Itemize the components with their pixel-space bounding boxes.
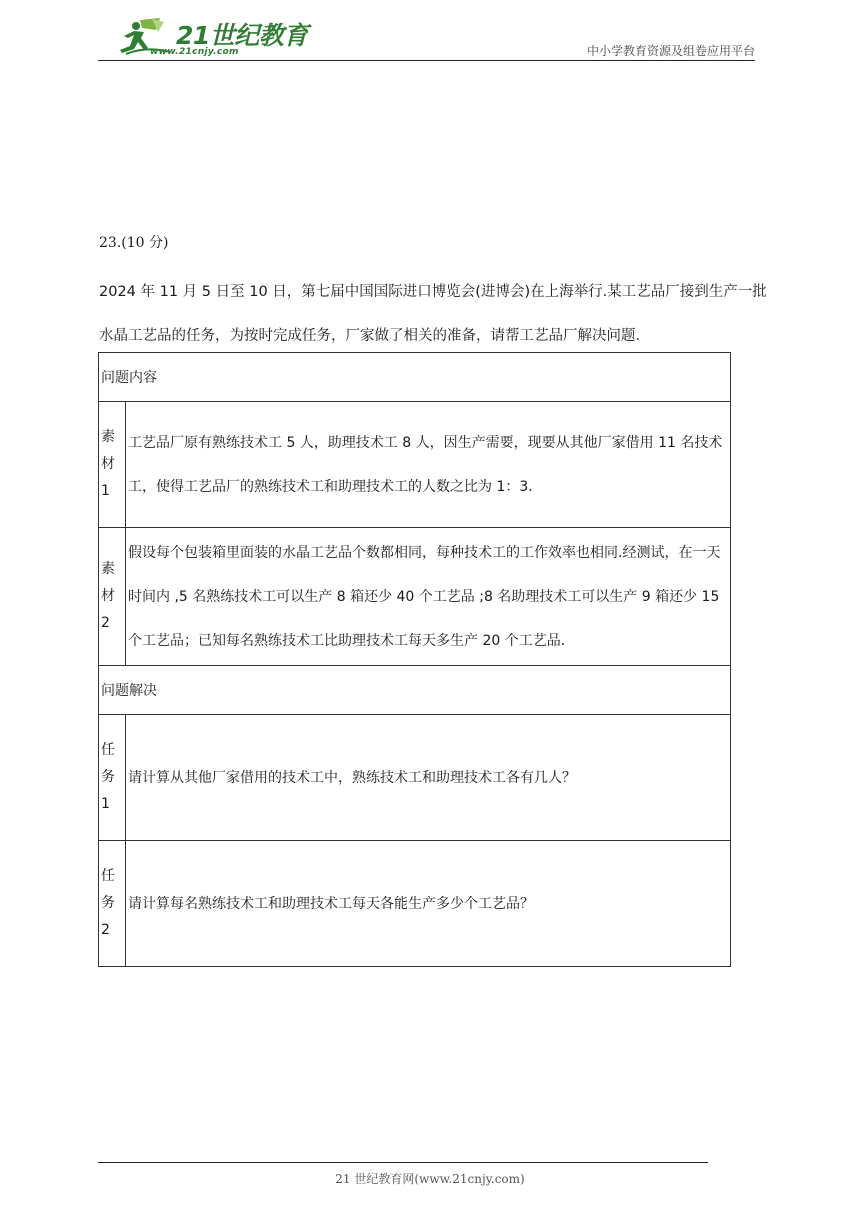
- logo: [116, 16, 366, 58]
- question-number: 23.(10 分): [99, 235, 169, 251]
- table-row: [99, 353, 731, 402]
- page-footer: 21 世纪教育网(www.21cnjy.com): [335, 1172, 525, 1186]
- task1-text: 请计算从其他厂家借用的技术工中，熟练技术工和助理技术工各有几人？: [126, 715, 731, 841]
- material2-label: 素材2: [99, 528, 126, 666]
- material2-text: 假设每个包装箱里面装的水晶工艺品个数都相同，每种技术工的工作效率也相同.经测试，在一天时间内 ,5 名熟练技术工可以生产 8 箱还少 40 个工艺品 ;8 名助理技术工可以生产 9 箱还少 15 个工艺品；已知每名熟练技术工比助理技术工每天多生产 20 个工艺品．: [126, 528, 731, 666]
- logo-url: www.21cnjy.com: [150, 47, 239, 57]
- section-solve-heading: 问题解决: [99, 666, 731, 715]
- logo-text: 21世纪教育: [176, 21, 308, 50]
- material1-label: 素材1: [99, 402, 126, 528]
- section-problem-heading: 问题内容: [99, 353, 731, 402]
- table-row: [99, 528, 731, 666]
- table-row: [99, 666, 731, 715]
- table-row: [99, 715, 731, 841]
- material1-text: 工艺品厂原有熟练技术工 5 人，助理技术工 8 人，因生产需要，现要从其他厂家借用 11 名技术工，使得工艺品厂的熟练技术工和助理技术工的人数之比为 1：3．: [126, 402, 731, 528]
- footer-divider: [98, 1162, 708, 1163]
- platform-title: 中小学教育资源及组卷应用平台: [586, 44, 755, 58]
- table-row: [99, 841, 731, 967]
- task-table: [98, 352, 731, 967]
- task2-text: 请计算每名熟练技术工和助理技术工每天各能生产多少个工艺品？: [126, 841, 731, 967]
- table-row: [99, 402, 731, 528]
- page-header: [98, 14, 755, 61]
- question-intro: 2024 年 11 月 5 日至 10 日，第七届中国国际进口博览会(进博会)在上海举行.某工艺品厂接到生产一批水晶工艺品的任务，为按时完成任务，厂家做了相关的准备，请帮工艺品厂解决问题．: [99, 284, 767, 344]
- task2-label: 任务2: [99, 841, 126, 967]
- task1-label: 任务1: [99, 715, 126, 841]
